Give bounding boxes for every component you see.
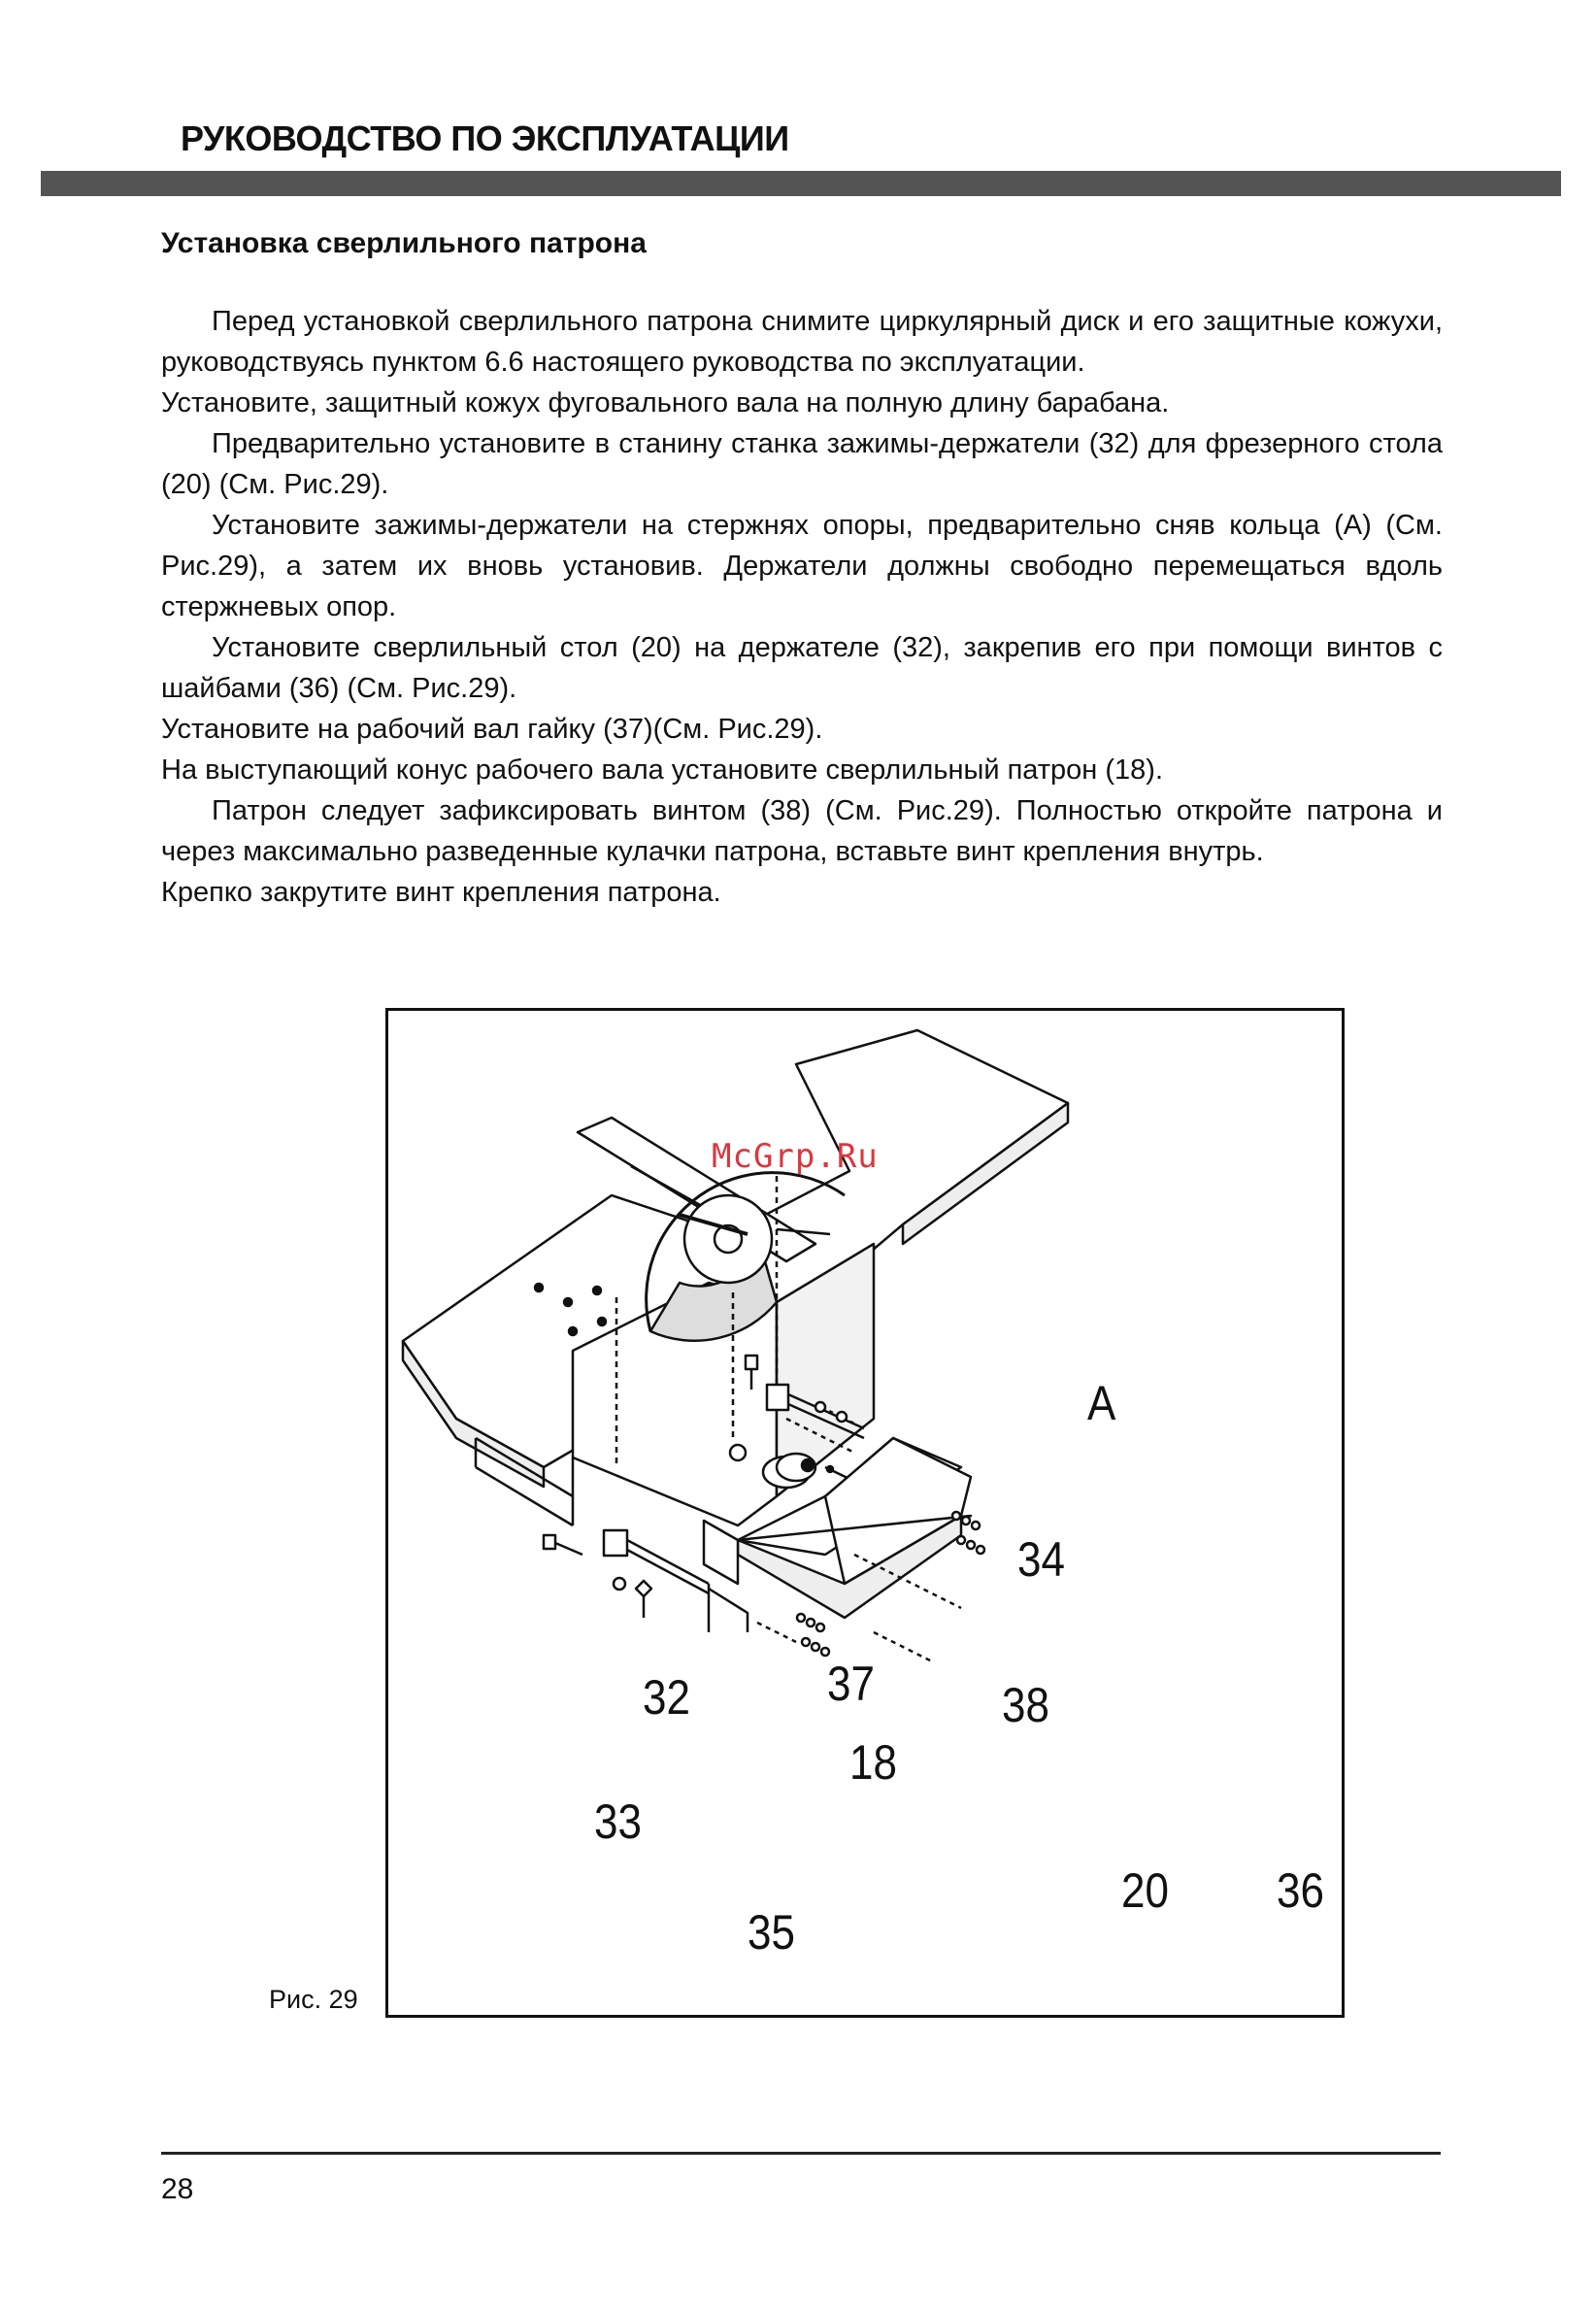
page-number: 28 (161, 2173, 194, 2205)
paragraph-8: Патрон следует зафиксировать винтом (38) (См. Рис.29). Полностью откройте патрона и через максимально разведенные кулачки патрона, вставьте винт крепления внутрь. (161, 795, 1443, 867)
paragraph-9: Крепко закрутите винт крепления патрона. (161, 877, 721, 908)
footer-rule (161, 2152, 1441, 2155)
section-title: Установка сверлильного патрона (161, 227, 647, 259)
paragraph-4: Установите зажимы-держатели на стержнях опоры, предварительно сняв кольца (А) (См. Рис.29), а затем их вновь установив. Держатели должны свободно перемещаться вдоль стержневых опор. (161, 510, 1443, 622)
paragraph-3: Предварительно установите в станину станка зажимы-держатели (32) для фрезерного стола (20) (См. Рис.29). (161, 428, 1443, 500)
callout-38: 38 (1002, 1678, 1049, 1732)
paragraph-7: На выступающий конус рабочего вала установите сверлильный патрон (18). (161, 754, 1164, 786)
callout-33: 33 (594, 1794, 642, 1849)
callout-18: 18 (849, 1735, 897, 1790)
paragraph-6: Установите на рабочий вал гайку (37)(См. Рис.29). (161, 714, 823, 745)
callout-36: 36 (1277, 1863, 1324, 1918)
callout-37: 37 (827, 1657, 875, 1711)
watermark: McGrp.Ru (712, 1137, 879, 1176)
callout-32: 32 (643, 1670, 690, 1725)
figure-29 (385, 1008, 1345, 2018)
paragraph-5: Установите сверлильный стол (20) на держателе (32), закрепив его при помощи винтов с шайбами (36) (См. Рис.29). (161, 632, 1443, 704)
callout-20: 20 (1121, 1863, 1169, 1918)
figure-caption: Рис. 29 (269, 1985, 358, 2014)
callout-a: A (1087, 1376, 1116, 1430)
callout-34: 34 (1017, 1532, 1065, 1587)
body-text (161, 301, 1443, 913)
paragraph-1: Перед установкой сверлильного патрона снимите циркулярный диск и его защитные кожухи, руководствуясь пунктом 6.6 настоящего руководства по эксплуатации. (161, 306, 1443, 378)
header-bar (41, 171, 1561, 196)
page-header-title: РУКОВОДСТВО ПО ЭКСПЛУАТАЦИИ (181, 118, 789, 158)
paragraph-2: Установите, защитный кожух фуговального вала на полную длину барабана. (161, 387, 1170, 419)
callout-35: 35 (748, 1905, 795, 1960)
